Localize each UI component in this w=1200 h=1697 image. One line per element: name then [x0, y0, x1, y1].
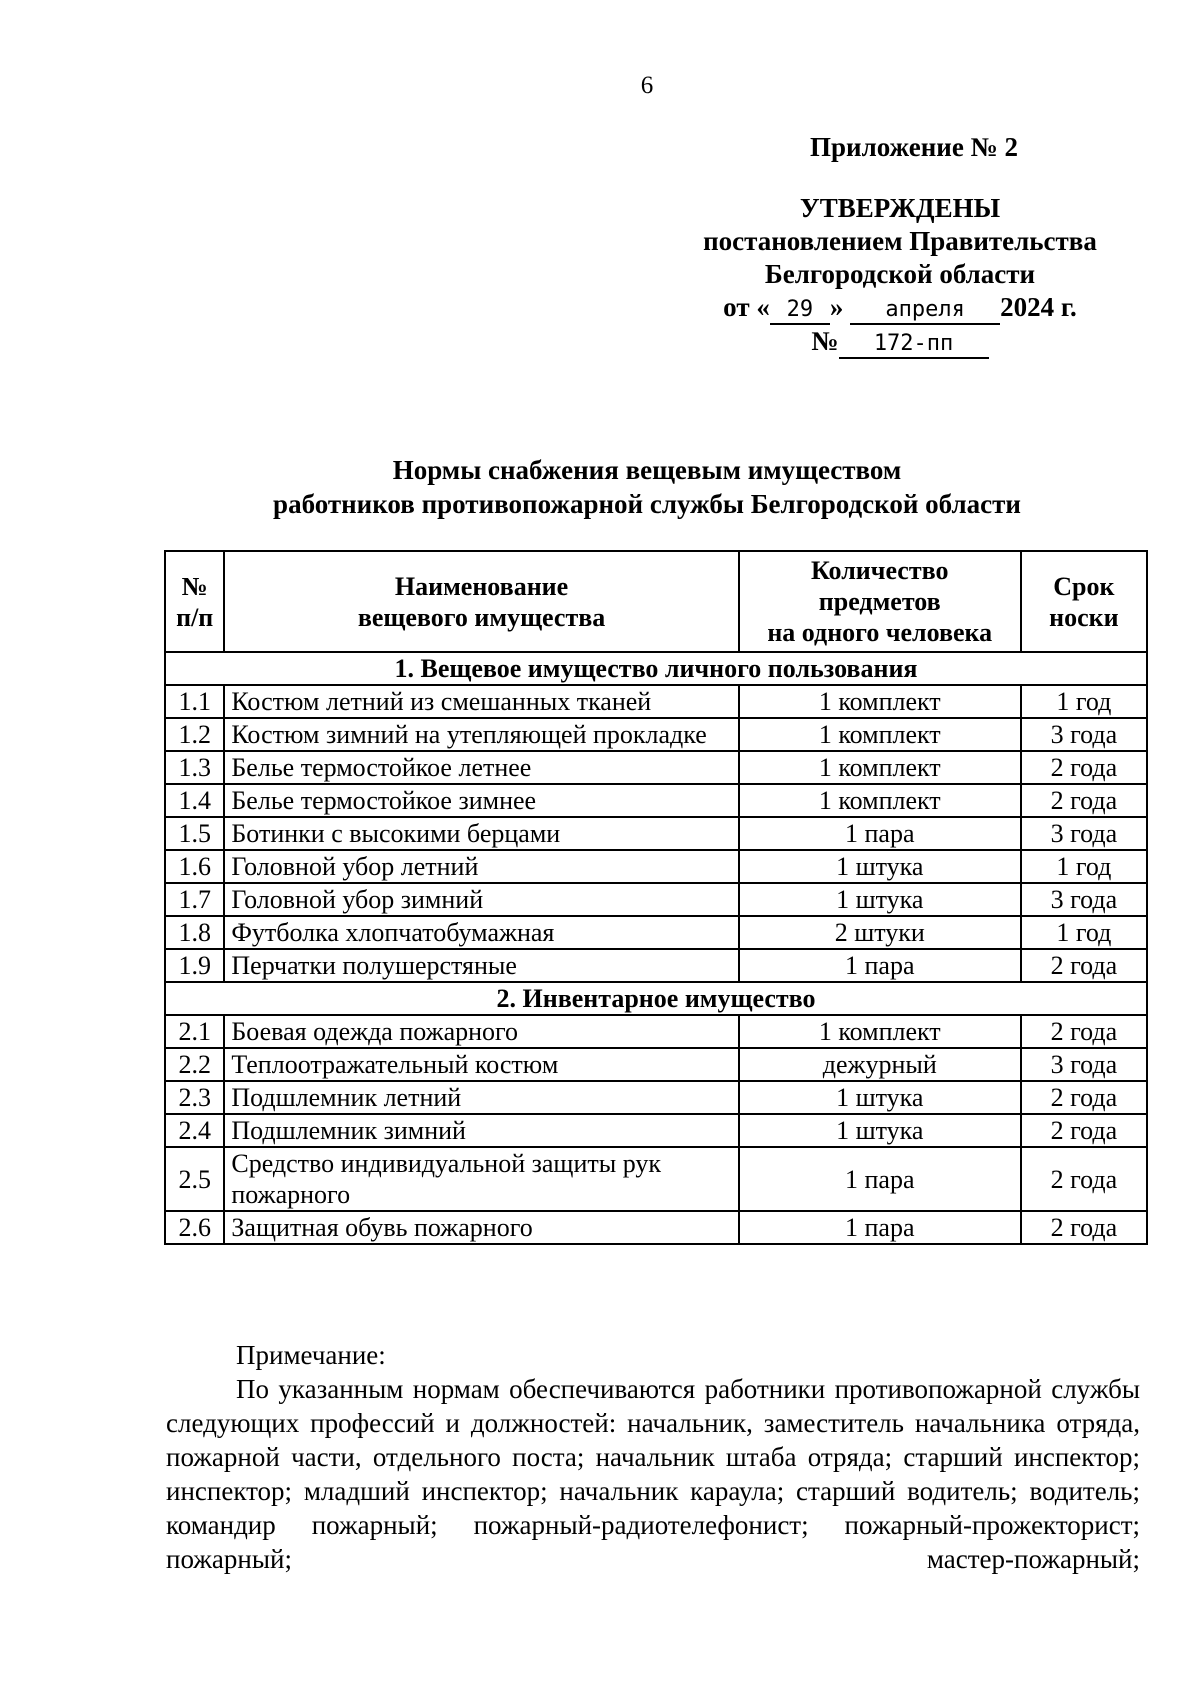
row-qty: дежурный — [739, 1048, 1021, 1081]
row-name: Защитная обувь пожарного — [224, 1211, 738, 1244]
row-term: 1 год — [1021, 685, 1147, 718]
table-row — [165, 751, 1147, 784]
table-row — [165, 784, 1147, 817]
note-text: По указанным нормам обеспечиваются работники противопожарной службы следующих профессий и должностей: начальник, заместитель начальника отряда, пожарной части, отдельного поста; начальник штаба отряда; старший инспектор; инспектор; младший инспектор; начальник караула; старший водитель; водитель; командир пожарный; пожарный-радиотелефонист; пожарный-прожекторист; пожарный; мастер-пожарный; — [166, 1374, 1140, 1574]
table-row — [165, 1081, 1147, 1114]
header-num: № п/п — [165, 551, 224, 652]
row-qty: 2 штуки — [739, 916, 1021, 949]
row-name: Подшлемник зимний — [224, 1114, 738, 1147]
row-qty: 1 штука — [739, 850, 1021, 883]
row-qty: 1 пара — [739, 1211, 1021, 1244]
appendix-label: Приложение № 2 — [810, 132, 1018, 162]
row-term: 3 года — [1021, 718, 1147, 751]
row-num: 1.4 — [165, 784, 224, 817]
row-qty: 1 пара — [739, 817, 1021, 850]
table-row — [165, 850, 1147, 883]
row-num: 1.3 — [165, 751, 224, 784]
row-name: Теплоотражательный костюм — [224, 1048, 738, 1081]
header-name: Наименование вещевого имущества — [224, 551, 738, 652]
approval-number — [660, 325, 1140, 359]
row-term: 2 года — [1021, 784, 1147, 817]
table-row — [165, 1114, 1147, 1147]
table-row — [165, 1048, 1147, 1081]
row-name: Подшлемник летний — [224, 1081, 738, 1114]
row-term: 2 года — [1021, 1015, 1147, 1048]
approval-block — [660, 192, 1140, 359]
row-qty: 1 комплект — [739, 784, 1021, 817]
row-name: Перчатки полушерстяные — [224, 949, 738, 982]
row-qty: 1 комплект — [739, 751, 1021, 784]
row-term: 2 года — [1021, 751, 1147, 784]
approval-date — [660, 291, 1140, 325]
row-qty: 1 штука — [739, 883, 1021, 916]
row-name: Головной убор летний — [224, 850, 738, 883]
row-num: 2.5 — [165, 1147, 224, 1211]
row-term: 3 года — [1021, 1048, 1147, 1081]
row-num: 1.7 — [165, 883, 224, 916]
row-term: 2 года — [1021, 1081, 1147, 1114]
note-block — [166, 1338, 1140, 1576]
header-term: Срок носки — [1021, 551, 1147, 652]
row-term: 3 года — [1021, 883, 1147, 916]
table-row — [165, 1015, 1147, 1048]
norms-table — [164, 550, 1148, 1245]
row-qty: 1 штука — [739, 1081, 1021, 1114]
row-qty: 1 комплект — [739, 718, 1021, 751]
row-term: 2 года — [1021, 1114, 1147, 1147]
handwritten-month: апреля — [850, 297, 1000, 325]
row-name: Ботинки с высокими берцами — [224, 817, 738, 850]
row-name: Костюм летний из смешанных тканей — [224, 685, 738, 718]
row-name: Боевая одежда пожарного — [224, 1015, 738, 1048]
section-row — [165, 652, 1147, 685]
approval-line-1: постановлением Правительства — [703, 226, 1097, 256]
handwritten-number: 172-пп — [839, 331, 989, 359]
table-row — [165, 949, 1147, 982]
row-num: 2.3 — [165, 1081, 224, 1114]
section-title: 1. Вещевое имущество личного пользования — [165, 652, 1147, 685]
section-title: 2. Инвентарное имущество — [165, 982, 1147, 1015]
row-qty: 1 пара — [739, 1147, 1021, 1211]
row-num: 1.2 — [165, 718, 224, 751]
table-row — [165, 685, 1147, 718]
date-year: 2024 г. — [1000, 292, 1077, 322]
row-term: 1 год — [1021, 916, 1147, 949]
table-row — [165, 817, 1147, 850]
date-month-separator: » — [829, 292, 844, 322]
approval-heading: УТВЕРЖДЕНЫ — [799, 193, 1001, 223]
row-num: 2.4 — [165, 1114, 224, 1147]
page-number: 6 — [640, 72, 654, 99]
row-qty: 1 комплект — [739, 1015, 1021, 1048]
row-term: 2 года — [1021, 1147, 1147, 1211]
row-num: 1.8 — [165, 916, 224, 949]
row-qty: 1 комплект — [739, 685, 1021, 718]
document-title — [0, 453, 1200, 521]
row-name: Средство индивидуальной защиты рук пожарного — [224, 1147, 738, 1211]
date-prefix: от « — [723, 292, 770, 322]
row-num: 2.2 — [165, 1048, 224, 1081]
table-row — [165, 916, 1147, 949]
row-name: Белье термостойкое летнее — [224, 751, 738, 784]
section-row — [165, 982, 1147, 1015]
table-row — [165, 883, 1147, 916]
row-num: 1.6 — [165, 850, 224, 883]
row-num: 1.9 — [165, 949, 224, 982]
row-num: 2.1 — [165, 1015, 224, 1048]
title-line-2: работников противопожарной службы Белгородской области — [273, 489, 1021, 519]
row-term: 3 года — [1021, 817, 1147, 850]
row-term: 1 год — [1021, 850, 1147, 883]
approval-line-2: Белгородской области — [764, 259, 1036, 289]
row-term: 2 года — [1021, 949, 1147, 982]
table-header-row — [165, 551, 1147, 652]
row-term: 2 года — [1021, 1211, 1147, 1244]
row-num: 1.5 — [165, 817, 224, 850]
row-name: Футболка хлопчатобумажная — [224, 916, 738, 949]
table-row — [165, 1147, 1147, 1211]
handwritten-day: 29 — [770, 297, 830, 325]
title-line-1: Нормы снабжения вещевым имуществом — [392, 455, 902, 485]
row-name: Белье термостойкое зимнее — [224, 784, 738, 817]
row-qty: 1 штука — [739, 1114, 1021, 1147]
row-num: 2.6 — [165, 1211, 224, 1244]
number-prefix: № — [811, 326, 839, 356]
note-label: Примечание: — [236, 1340, 386, 1370]
row-num: 1.1 — [165, 685, 224, 718]
header-qty: Количество предметов на одного человека — [739, 551, 1021, 652]
table-row — [165, 1211, 1147, 1244]
row-name: Головной убор зимний — [224, 883, 738, 916]
row-qty: 1 пара — [739, 949, 1021, 982]
row-name: Костюм зимний на утепляющей прокладке — [224, 718, 738, 751]
table-row — [165, 718, 1147, 751]
